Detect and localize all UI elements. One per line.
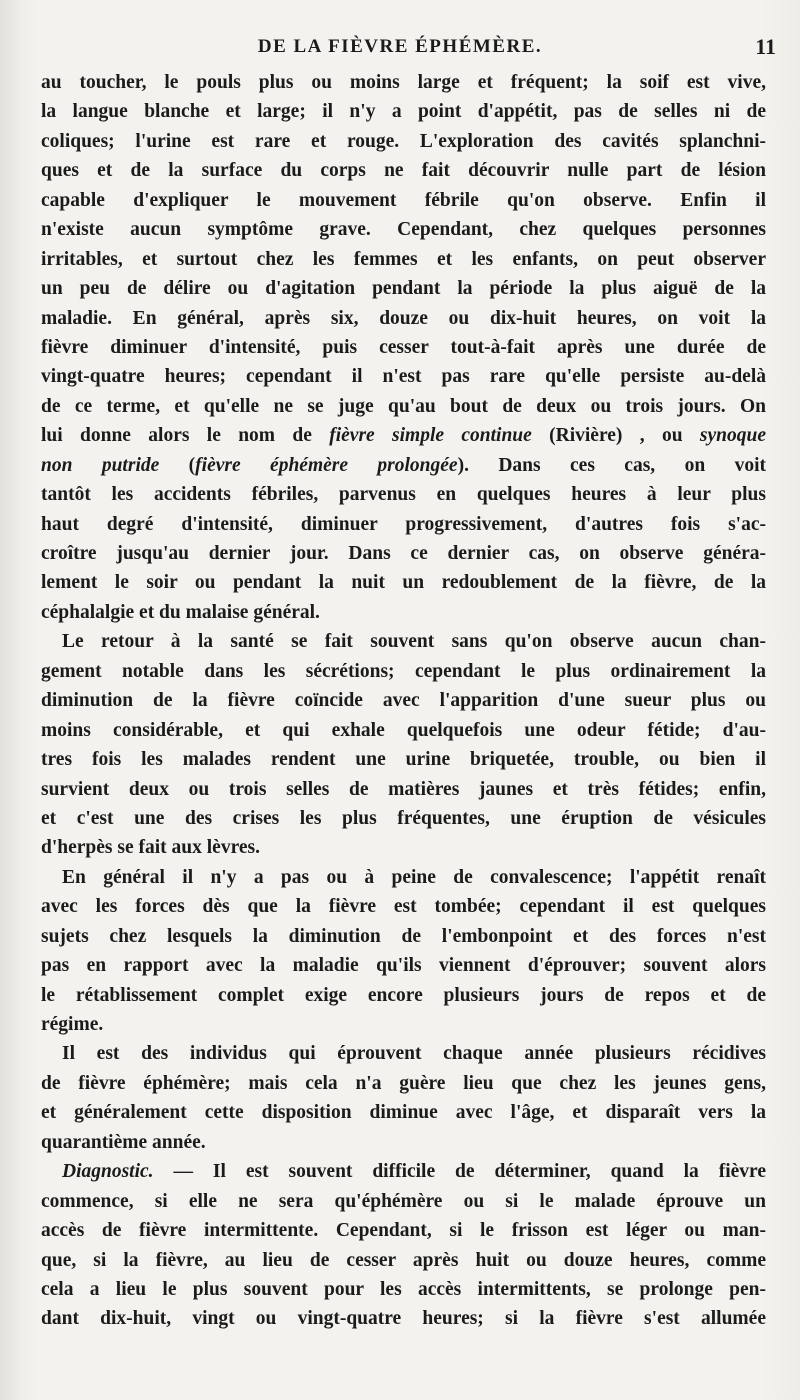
text-line: commence, si elle ne sera qu'éphémère ou si le malade éprouve un [41,1190,766,1212]
text-line: un peu de délire ou d'agitation pendant la période la plus aiguë de la [41,278,766,300]
text-run: lui donne alors le nom de [41,425,330,447]
text-line: tres fois les malades rendent une urine briquetée, trouble, ou bien il [41,749,766,771]
italic-term: fièvre simple continue [329,425,532,447]
text-line: coliques; l'urine est rare et rouge. L'exploration des cavités splanchni- [41,130,766,152]
text-line: et généralement cette disposition diminue avec l'âge, et disparaît vers la [41,1102,766,1124]
italic-term: fièvre éphémère prolongée [195,454,458,476]
text-line: diminution de la fièvre coïncide avec l'apparition d'une sueur plus ou [41,690,766,712]
body-text [41,68,766,1334]
text-line: accès de fièvre intermittente. Cependant, si le frisson est léger ou man- [41,1220,766,1242]
paragraph-start: En général il n'y a pas ou à peine de convalescence; l'appétit renaît [62,866,766,888]
page-number: 11 [755,34,776,59]
text-run: — Il est souvent difficile de déterminer, quand la fièvre [153,1161,766,1183]
text-line-with-italics [41,451,766,480]
text-line: moins considérable, et qui exhale quelquefois une odeur fétide; d'au- [41,719,766,741]
section-start-diagnostic [41,1157,766,1186]
text-line: vingt-quatre heures; cependant il n'est pas rare qu'elle persiste au-delà [41,366,766,388]
text-line: et c'est une des crises les plus fréquentes, une éruption de vésicules [41,807,766,829]
text-line: croître jusqu'au dernier jour. Dans ce dernier cas, on observe généra- [41,543,766,564]
text-line: régime. [41,1014,104,1035]
text-line: la langue blanche et large; il n'y a point d'appétit, pas de selles ni de [41,101,766,123]
text-line: d'herpès se fait aux lèvres. [41,837,260,859]
text-run: ( [159,454,196,476]
text-line: irritables, et surtout chez les femmes et les enfants, on peut observer [41,248,766,270]
running-title: DE LA FIÈVRE ÉPHÉMÈRE. [257,36,543,57]
text-line: ques et de la surface du corps ne fait découvrir nulle part de lésion [41,160,766,182]
text-line: tantôt les accidents fébriles, parvenus en quelques heures à leur plus [41,484,766,506]
text-line: fièvre diminuer d'intensité, puis cesser tout-à-fait après une durée de [41,336,766,358]
text-line: gement notable dans les sécrétions; cependant le plus ordinairement la [41,660,766,682]
text-line: avec les forces dès que la fièvre est tombée; cependant il est quelques [41,896,766,918]
text-line: céphalalgie et du malaise général. [41,601,320,623]
running-head [0,36,800,66]
text-run: ). Dans ces cas, on voit [457,454,766,476]
text-line: pas en rapport avec la maladie qu'ils viennent d'éprouver; souvent alors [41,955,766,977]
paragraph-start: Le retour à la santé se fait souvent sans qu'on observe aucun chan- [62,631,766,653]
italic-term: non putride [41,454,160,476]
text-line: de ce terme, et qu'elle ne se juge qu'au bout de deux ou trois jours. On [41,395,766,417]
text-line: cela a lieu le plus souvent pour les accès intermittents, se prolonge pen- [41,1278,766,1300]
text-line: quarantième année. [41,1131,206,1153]
text-run: (Rivière) , ou [531,425,700,447]
text-line: lement le soir ou pendant la nuit un redoublement de la fièvre, de la [41,572,766,594]
italic-term: synoque [699,425,766,447]
text-line: haut degré d'intensité, diminuer progressivement, d'autres fois s'ac- [41,513,766,535]
paragraph-start: Il est des individus qui éprouvent chaque année plusieurs récidives [62,1043,766,1065]
text-line-with-italics [41,421,766,450]
text-line: capable d'expliquer le mouvement fébrile qu'on observe. Enfin il [41,189,766,211]
text-line: survient deux ou trois selles de matières jaunes et très fétides; enfin, [41,778,766,800]
text-line: n'existe aucun symptôme grave. Cependant, chez quelques personnes [41,219,766,241]
text-line: que, si la fièvre, au lieu de cesser après huit ou douze heures, comme [41,1249,766,1271]
text-line: de fièvre éphémère; mais cela n'a guère lieu que chez les jeunes gens, [41,1072,766,1094]
text-line: le rétablissement complet exige encore plusieurs jours de repos et de [41,984,766,1006]
text-line: dant dix-huit, vingt ou vingt-quatre heures; si la fièvre s'est allumée [41,1308,766,1330]
page-gutter-shadow [0,0,22,1400]
text-line: au toucher, le pouls plus ou moins large et fréquent; la soif est vive, [41,72,766,93]
text-line: maladie. En général, après six, douze ou dix-huit heures, on voit la [41,307,766,329]
section-heading: Diagnostic. [62,1161,154,1183]
text-line: sujets chez lesquels la diminution de l'embonpoint et des forces n'est [41,925,766,947]
